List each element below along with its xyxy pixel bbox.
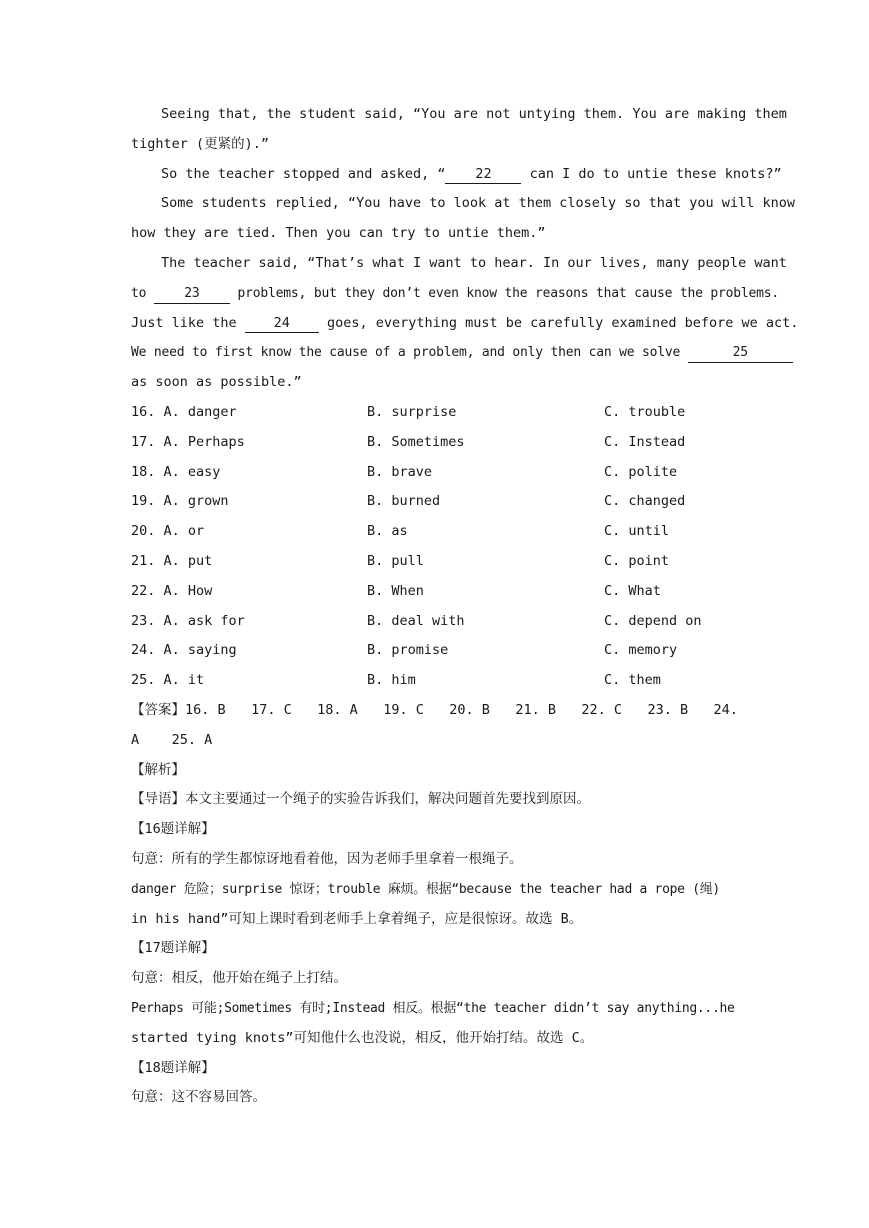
passage-text: Some students replied, “You have to look at them closely so that you will know	[161, 195, 795, 212]
option-b: B. pull	[367, 552, 424, 569]
answer-item: 23. B	[647, 701, 689, 718]
q16-explanation: danger 危险；surprise 惊讶；trouble 麻烦。根据“because the teacher had a rope (绳)	[131, 881, 720, 897]
question-number: 20.	[131, 523, 156, 540]
option-b: B. deal with	[367, 612, 465, 629]
passage-line	[131, 189, 795, 219]
answer-item: 19. C	[383, 701, 424, 718]
passage-text: Just like the	[131, 314, 237, 331]
option-a: A. or	[163, 523, 205, 540]
option-c: C. them	[604, 672, 661, 689]
document-page	[131, 100, 799, 1113]
passage-line	[131, 368, 738, 398]
passage-text: We need to first know the cause of a problem, and only then can we solve	[131, 345, 681, 361]
question-number: 16.	[131, 403, 156, 420]
q17-title: 【17题详解】	[131, 940, 215, 957]
option-c: C. memory	[604, 642, 678, 659]
passage-text: Seeing that, the student said, “You are not untying them. You are making them	[161, 106, 787, 122]
option-b: B. burned	[367, 493, 441, 510]
passage-line	[131, 160, 782, 190]
passage-line	[131, 100, 787, 130]
question-number: 25.	[131, 672, 156, 689]
passage-line	[131, 219, 738, 249]
option-b: B. him	[367, 672, 416, 689]
option-a: A. danger	[163, 403, 237, 420]
passage-line	[131, 130, 738, 160]
q18-meaning: 句意：这不容易回答。	[131, 1089, 266, 1106]
option-b: B. Sometimes	[367, 433, 465, 450]
option-row	[131, 517, 738, 547]
question-number: 22.	[131, 582, 156, 599]
answer-label: 【答案】	[131, 701, 185, 718]
options-list	[131, 398, 738, 696]
option-row	[131, 428, 738, 458]
q16-explanation: in his hand”可知上课时看到老师手上拿着绳子，应是很惊讶。故选 B。	[131, 910, 583, 927]
option-a: A. grown	[163, 493, 229, 510]
option-b: B. promise	[367, 642, 449, 659]
question-number: 18.	[131, 463, 156, 480]
option-c: C. point	[604, 552, 670, 569]
option-row	[131, 398, 738, 428]
option-b: B. as	[367, 523, 408, 540]
q16-meaning: 句意：所有的学生都惊讶地看着他，因为老师手里拿着一根绳子。	[131, 850, 523, 867]
answer-item: 22. C	[581, 701, 623, 718]
blank-22: 22	[445, 165, 521, 184]
option-b: B. surprise	[367, 403, 457, 420]
question-number: 17.	[131, 433, 156, 450]
passage-text: The teacher said, “That’s what I want to hear. In our lives, many people want	[161, 254, 787, 271]
q17-meaning: 句意：相反，他开始在绳子上打结。	[131, 970, 347, 987]
option-a: A. Perhaps	[163, 433, 245, 450]
question-number: 23.	[131, 612, 156, 629]
q16-title: 【16题详解】	[131, 821, 215, 838]
passage-text: can I do to untie these knots?”	[529, 165, 782, 182]
option-a: A. put	[163, 552, 213, 569]
question-number: 19.	[131, 493, 156, 510]
option-b: B. When	[367, 582, 424, 599]
option-row	[131, 547, 738, 577]
passage-line	[131, 338, 748, 368]
passage-text: problems, but they don’t even know the reasons that cause the problems.	[237, 285, 780, 301]
question-number: 24.	[131, 642, 156, 659]
answer-item: 16. B	[185, 701, 226, 718]
option-c: C. polite	[604, 463, 678, 480]
passage-text: tighter (更紧的).”	[131, 135, 270, 152]
analysis-intro: 【导语】本文主要通过一个绳子的实验告诉我们，解决问题首先要找到原因。	[131, 791, 590, 808]
option-c: C. What	[604, 582, 661, 599]
answer-item: 20. B	[449, 701, 490, 718]
passage-line	[131, 309, 799, 339]
q17-explanation: Perhaps 可能;Sometimes 有时;Instead 相反。根据“the teacher didn’t say anything...he	[131, 1000, 735, 1016]
option-row	[131, 577, 738, 607]
answer-item: 24.	[713, 701, 738, 718]
option-c: C. Instead	[604, 433, 686, 450]
option-row	[131, 607, 738, 637]
option-a: A. ask for	[163, 612, 245, 629]
option-row	[131, 458, 738, 488]
passage-line	[131, 279, 780, 309]
passage-text: to	[131, 285, 147, 301]
option-row	[131, 487, 738, 517]
passage-text: goes, everything must be carefully examined before we act.	[326, 314, 799, 331]
question-number: 21.	[131, 552, 156, 569]
answer-item: 21. B	[515, 701, 556, 718]
q17-explanation: started tying knots”可知他什么也没说，相反，他开始打结。故选 C。	[131, 1029, 594, 1046]
option-b: B. brave	[367, 463, 433, 480]
option-a: A. saying	[163, 642, 237, 659]
option-c: C. depend on	[604, 612, 702, 629]
blank-25: 25	[688, 344, 793, 363]
passage-text: So the teacher stopped and asked, “	[161, 165, 446, 182]
option-a: A. it	[163, 672, 205, 689]
passage-line	[131, 249, 787, 279]
analysis-heading: 【解析】	[131, 761, 185, 778]
passage-text: as soon as possible.”	[131, 374, 302, 391]
option-row	[131, 636, 738, 666]
passage-text: how they are tied. Then you can try to untie them.”	[131, 225, 546, 242]
option-a: A. How	[163, 582, 213, 599]
option-c: C. trouble	[604, 403, 686, 420]
blank-24: 24	[245, 314, 319, 333]
blank-23: 23	[154, 285, 230, 304]
option-row	[131, 666, 738, 696]
answer-line: A 25. A	[131, 731, 213, 748]
answer-item: 17. C	[251, 701, 292, 718]
answer-item: 18. A	[317, 701, 358, 718]
option-c: C. changed	[604, 493, 686, 510]
q18-title: 【18题详解】	[131, 1059, 215, 1076]
option-c: C. until	[604, 523, 670, 540]
answer-line	[131, 696, 738, 726]
option-a: A. easy	[163, 463, 221, 480]
